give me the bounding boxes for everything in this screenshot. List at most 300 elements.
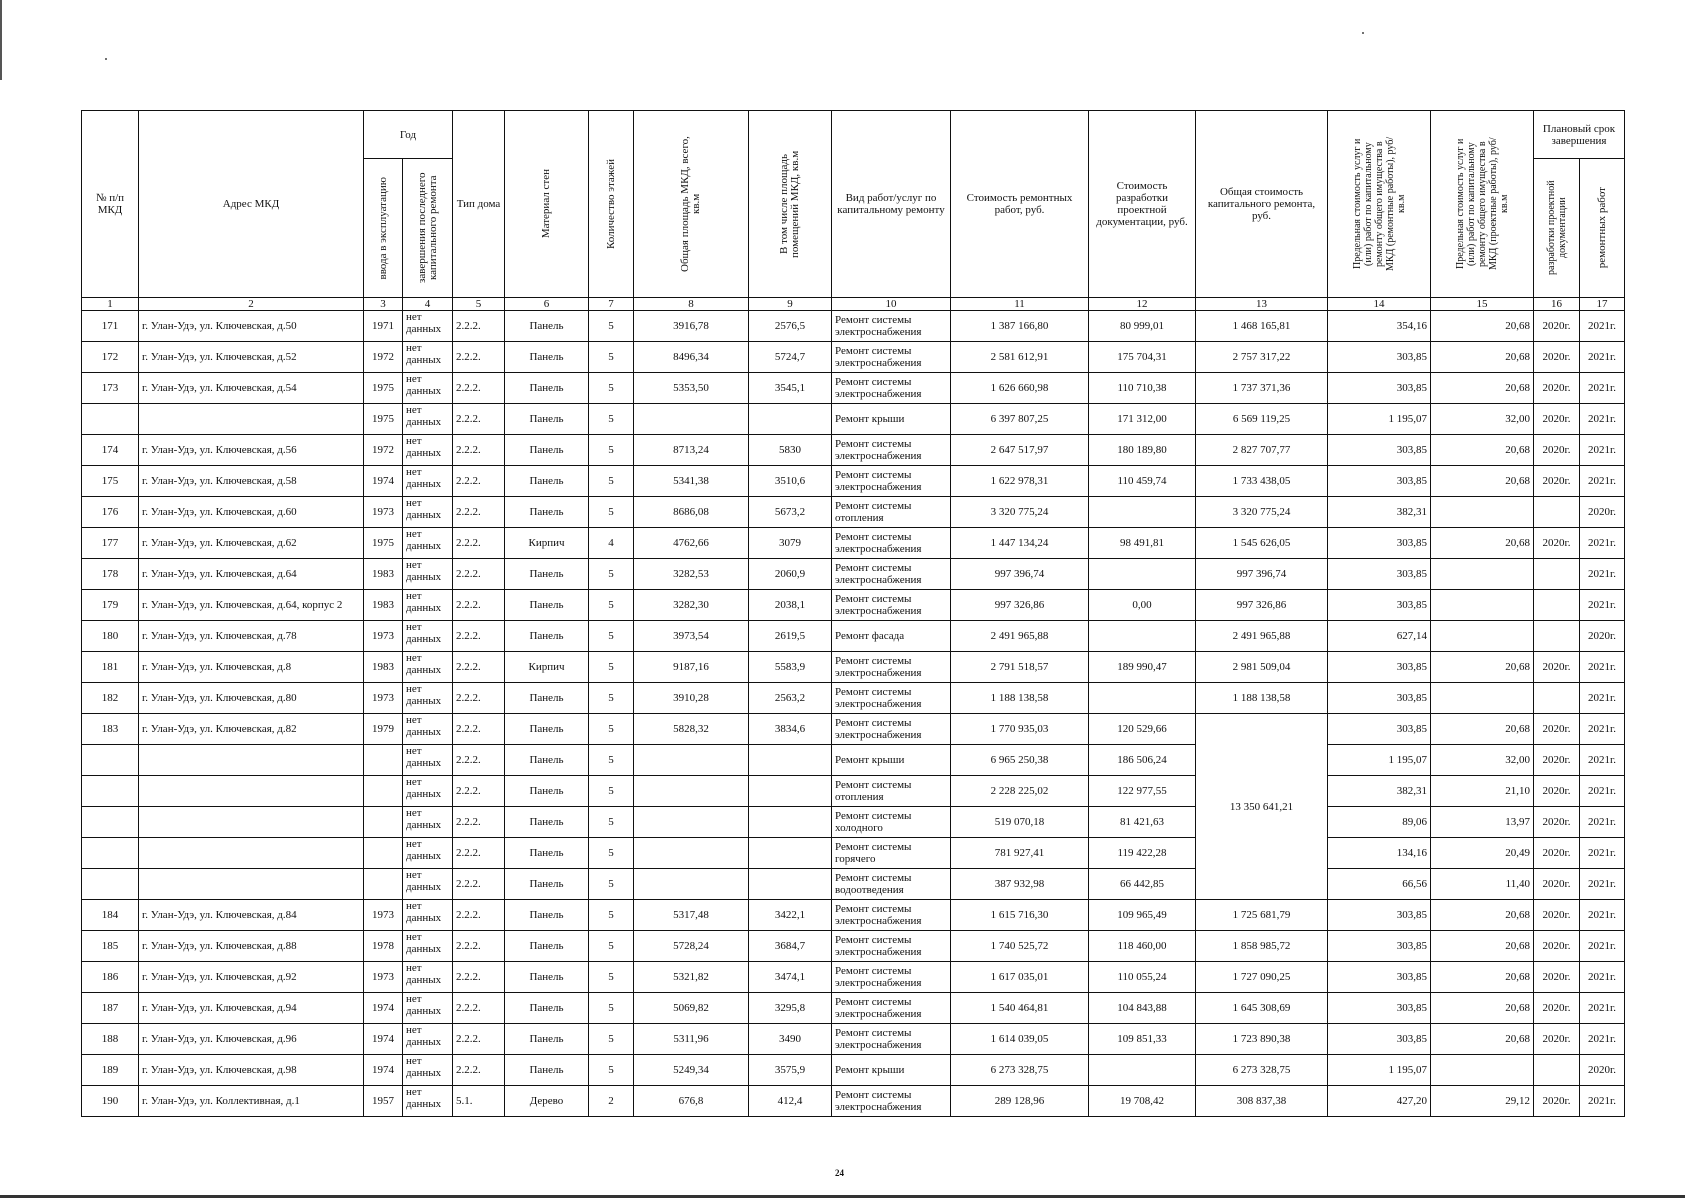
header-house-type: Тип дома: [453, 111, 505, 298]
cell-deadline-design: 2020г.: [1534, 745, 1580, 776]
cell-deadline-design: 2020г.: [1534, 962, 1580, 993]
cell-year-commission: 1974: [364, 1055, 403, 1086]
table-row: [82, 404, 1625, 435]
cell-work-type: Ремонт крыши: [832, 404, 951, 435]
cell-house-type: 2.2.2.: [453, 373, 505, 404]
cell-total-cost: 3 320 775,24: [1196, 497, 1328, 528]
cell-design-cost: 19 708,42: [1089, 1086, 1196, 1117]
cell-address: г. Улан-Удэ, ул. Ключевская, д.80: [139, 683, 364, 714]
header-floors: Количество этажей: [604, 158, 617, 250]
cell-floors: 4: [589, 528, 634, 559]
cell-address: [139, 745, 364, 776]
cell-total-cost: 1 723 890,38: [1196, 1024, 1328, 1055]
cell-total-area: 3282,30: [634, 590, 749, 621]
cell-premises-area: 412,4: [749, 1086, 832, 1117]
table-row: [82, 590, 1625, 621]
cell-house-type: 2.2.2.: [453, 1055, 505, 1086]
cell-total-area: 5341,38: [634, 466, 749, 497]
cell-deadline-repair: 2021г.: [1580, 745, 1625, 776]
cell-deadline-design: [1534, 621, 1580, 652]
cell-wall-material: Панель: [505, 404, 589, 435]
cell-row-number: 180: [82, 621, 139, 652]
cell-premises-area: 3545,1: [749, 373, 832, 404]
column-number: 16: [1534, 298, 1580, 311]
cell-limit-design: 32,00: [1431, 404, 1534, 435]
table-row: [82, 1086, 1625, 1117]
cell-total-cost: 997 326,86: [1196, 590, 1328, 621]
cell-wall-material: Панель: [505, 342, 589, 373]
scan-speck: [105, 58, 107, 60]
table-row: [82, 1055, 1625, 1086]
cell-year-commission: 1973: [364, 900, 403, 931]
cell-limit-repair: 303,85: [1328, 342, 1431, 373]
cell-year-commission: 1975: [364, 528, 403, 559]
cell-deadline-design: 2020г.: [1534, 900, 1580, 931]
cell-limit-repair: 89,06: [1328, 807, 1431, 838]
header-address: Адрес МКД: [139, 111, 364, 298]
cell-limit-design: 21,10: [1431, 776, 1534, 807]
cell-limit-design: 20,68: [1431, 528, 1534, 559]
header-year-last-repair: завершения последнего капитального ремонта: [415, 172, 439, 284]
cell-address: г. Улан-Удэ, ул. Ключевская, д.56: [139, 435, 364, 466]
cell-work-type: Ремонт системы горячего: [832, 838, 951, 869]
cell-year-commission: [364, 807, 403, 838]
cell-wall-material: Панель: [505, 311, 589, 342]
cell-repair-cost: 1 622 978,31: [951, 466, 1089, 497]
cell-year-last-repair: нет данных: [403, 714, 453, 745]
cell-deadline-repair: 2021г.: [1580, 807, 1625, 838]
cell-total-area: 5311,96: [634, 1024, 749, 1055]
cell-total-area: 4762,66: [634, 528, 749, 559]
cell-deadline-design: 2020г.: [1534, 869, 1580, 900]
cell-design-cost: 186 506,24: [1089, 745, 1196, 776]
cell-year-last-repair: нет данных: [403, 342, 453, 373]
cell-limit-design: 13,97: [1431, 807, 1534, 838]
cell-address: г. Улан-Удэ, ул. Ключевская, д.84: [139, 900, 364, 931]
cell-work-type: Ремонт системы электроснабжения: [832, 559, 951, 590]
cell-deadline-repair: 2021г.: [1580, 962, 1625, 993]
cell-floors: 5: [589, 683, 634, 714]
cell-work-type: Ремонт системы электроснабжения: [832, 466, 951, 497]
header-work-type: Вид работ/услуг по капитальному ремонту: [832, 111, 951, 298]
cell-limit-repair: 382,31: [1328, 776, 1431, 807]
header-year-commission: ввода в эксплуатацию: [376, 176, 389, 280]
cell-year-commission: 1974: [364, 1024, 403, 1055]
cell-row-number: 171: [82, 311, 139, 342]
cell-design-cost: [1089, 1055, 1196, 1086]
cell-house-type: 2.2.2.: [453, 435, 505, 466]
cell-address: [139, 776, 364, 807]
table-row: [82, 745, 1625, 776]
cell-year-commission: 1975: [364, 404, 403, 435]
cell-repair-cost: 1 447 134,24: [951, 528, 1089, 559]
cell-row-number: [82, 745, 139, 776]
column-number: 1: [82, 298, 139, 311]
cell-work-type: Ремонт системы электроснабжения: [832, 683, 951, 714]
cell-design-cost: 171 312,00: [1089, 404, 1196, 435]
cell-floors: 5: [589, 869, 634, 900]
cell-year-commission: 1983: [364, 652, 403, 683]
cell-house-type: 2.2.2.: [453, 714, 505, 745]
cell-total-cost: 997 396,74: [1196, 559, 1328, 590]
cell-total-area: 5317,48: [634, 900, 749, 931]
table-row: [82, 466, 1625, 497]
cell-wall-material: Панель: [505, 745, 589, 776]
cell-limit-repair: 354,16: [1328, 311, 1431, 342]
cell-deadline-design: [1534, 559, 1580, 590]
cell-work-type: Ремонт системы электроснабжения: [832, 311, 951, 342]
cell-design-cost: 110 459,74: [1089, 466, 1196, 497]
cell-deadline-repair: 2021г.: [1580, 404, 1625, 435]
cell-address: г. Улан-Удэ, ул. Ключевская, д.64: [139, 559, 364, 590]
cell-limit-repair: 303,85: [1328, 683, 1431, 714]
cell-row-number: 176: [82, 497, 139, 528]
cell-work-type: Ремонт крыши: [832, 1055, 951, 1086]
cell-address: г. Улан-Удэ, ул. Ключевская, д.82: [139, 714, 364, 745]
cell-year-last-repair: нет данных: [403, 652, 453, 683]
cell-premises-area: 3422,1: [749, 900, 832, 931]
cell-limit-design: 20,68: [1431, 900, 1534, 931]
cell-premises-area: 3834,6: [749, 714, 832, 745]
cell-limit-design: 32,00: [1431, 745, 1534, 776]
cell-design-cost: 175 704,31: [1089, 342, 1196, 373]
cell-repair-cost: 519 070,18: [951, 807, 1089, 838]
cell-limit-repair: 303,85: [1328, 993, 1431, 1024]
cell-repair-cost: 6 965 250,38: [951, 745, 1089, 776]
cell-address: г. Улан-Удэ, ул. Ключевская, д.96: [139, 1024, 364, 1055]
cell-address: г. Улан-Удэ, ул. Ключевская, д.58: [139, 466, 364, 497]
cell-total-area: 676,8: [634, 1086, 749, 1117]
cell-total-cost: 1 733 438,05: [1196, 466, 1328, 497]
cell-limit-design: 20,68: [1431, 373, 1534, 404]
cell-row-number: [82, 807, 139, 838]
cell-year-commission: 1979: [364, 714, 403, 745]
cell-premises-area: 2563,2: [749, 683, 832, 714]
table-row: [82, 683, 1625, 714]
cell-year-last-repair: нет данных: [403, 404, 453, 435]
cell-floors: 5: [589, 435, 634, 466]
cell-house-type: 2.2.2.: [453, 838, 505, 869]
cell-house-type: 2.2.2.: [453, 683, 505, 714]
cell-wall-material: Панель: [505, 373, 589, 404]
cell-design-cost: 0,00: [1089, 590, 1196, 621]
cell-total-area: 5353,50: [634, 373, 749, 404]
cell-total-cost: 2 827 707,77: [1196, 435, 1328, 466]
scan-edge-mark: [0, 1195, 1685, 1198]
cell-address: г. Улан-Удэ, ул. Ключевская, д.78: [139, 621, 364, 652]
cell-floors: 5: [589, 838, 634, 869]
cell-deadline-repair: 2021г.: [1580, 528, 1625, 559]
cell-repair-cost: 2 491 965,88: [951, 621, 1089, 652]
cell-work-type: Ремонт системы водоотведения: [832, 869, 951, 900]
cell-design-cost: 110 710,38: [1089, 373, 1196, 404]
cell-row-number: 177: [82, 528, 139, 559]
cell-total-cost: 13 350 641,21: [1196, 714, 1328, 900]
header-limit-design: Предельная стоимость услуг и (или) работ по капитальному ремонту общего имущества в МКД (проектные работы), руб/кв.м: [1454, 137, 1510, 271]
column-number: 14: [1328, 298, 1431, 311]
header-limit-repair: Предельная стоимость услуг и (или) работ по капитальному ремонту общего имущества в МКД (ремонтные работы), руб/кв.м: [1351, 136, 1407, 272]
cell-total-cost: 1 468 165,81: [1196, 311, 1328, 342]
cell-premises-area: [749, 869, 832, 900]
cell-repair-cost: 997 326,86: [951, 590, 1089, 621]
cell-house-type: 2.2.2.: [453, 745, 505, 776]
cell-floors: 5: [589, 714, 634, 745]
cell-house-type: 2.2.2.: [453, 404, 505, 435]
cell-row-number: [82, 838, 139, 869]
cell-wall-material: Панель: [505, 993, 589, 1024]
cell-total-area: 8496,34: [634, 342, 749, 373]
cell-repair-cost: 1 626 660,98: [951, 373, 1089, 404]
column-number: 9: [749, 298, 832, 311]
table-row: [82, 869, 1625, 900]
cell-total-area: 8713,24: [634, 435, 749, 466]
cell-design-cost: 189 990,47: [1089, 652, 1196, 683]
cell-total-area: 5321,82: [634, 962, 749, 993]
cell-limit-design: 20,68: [1431, 652, 1534, 683]
cell-total-cost: 1 737 371,36: [1196, 373, 1328, 404]
cell-total-area: 8686,08: [634, 497, 749, 528]
cell-row-number: 181: [82, 652, 139, 683]
cell-year-last-repair: нет данных: [403, 993, 453, 1024]
cell-wall-material: Панель: [505, 900, 589, 931]
cell-premises-area: 5673,2: [749, 497, 832, 528]
cell-limit-repair: 303,85: [1328, 714, 1431, 745]
header-wall-material: Материал стен: [540, 169, 552, 239]
cell-total-area: [634, 869, 749, 900]
cell-limit-design: 20,49: [1431, 838, 1534, 869]
cell-year-commission: 1974: [364, 993, 403, 1024]
column-number: 17: [1580, 298, 1625, 311]
cell-total-cost: 1 725 681,79: [1196, 900, 1328, 931]
cell-total-cost: 6 273 328,75: [1196, 1055, 1328, 1086]
cell-repair-cost: 6 397 807,25: [951, 404, 1089, 435]
cell-repair-cost: 3 320 775,24: [951, 497, 1089, 528]
cell-year-commission: 1972: [364, 342, 403, 373]
cell-premises-area: 3295,8: [749, 993, 832, 1024]
cell-total-cost: 1 645 308,69: [1196, 993, 1328, 1024]
cell-house-type: 2.2.2.: [453, 652, 505, 683]
cell-row-number: 188: [82, 1024, 139, 1055]
cell-limit-repair: 303,85: [1328, 652, 1431, 683]
cell-house-type: 2.2.2.: [453, 900, 505, 931]
table-row: [82, 776, 1625, 807]
header-year-group: Год: [364, 111, 453, 159]
cell-design-cost: [1089, 559, 1196, 590]
cell-address: [139, 869, 364, 900]
header-deadline-group: Плановый срок завершения: [1534, 111, 1625, 159]
cell-house-type: 2.2.2.: [453, 590, 505, 621]
cell-total-area: 3910,28: [634, 683, 749, 714]
cell-row-number: 174: [82, 435, 139, 466]
column-number: 3: [364, 298, 403, 311]
cell-floors: 5: [589, 776, 634, 807]
cell-deadline-repair: 2021г.: [1580, 652, 1625, 683]
cell-limit-repair: 134,16: [1328, 838, 1431, 869]
cell-deadline-design: 2020г.: [1534, 838, 1580, 869]
page-number: 24: [835, 1168, 844, 1178]
cell-limit-repair: 1 195,07: [1328, 745, 1431, 776]
cell-work-type: Ремонт системы электроснабжения: [832, 590, 951, 621]
cell-limit-repair: 66,56: [1328, 869, 1431, 900]
cell-deadline-repair: 2021г.: [1580, 559, 1625, 590]
cell-year-commission: 1978: [364, 931, 403, 962]
cell-deadline-design: 2020г.: [1534, 714, 1580, 745]
cell-house-type: 2.2.2.: [453, 342, 505, 373]
cell-floors: 5: [589, 311, 634, 342]
column-number: 11: [951, 298, 1089, 311]
cell-house-type: 2.2.2.: [453, 528, 505, 559]
cell-wall-material: Кирпич: [505, 528, 589, 559]
cell-year-last-repair: нет данных: [403, 807, 453, 838]
cell-work-type: Ремонт системы электроснабжения: [832, 714, 951, 745]
cell-work-type: Ремонт системы электроснабжения: [832, 528, 951, 559]
cell-address: [139, 807, 364, 838]
table-row: [82, 900, 1625, 931]
cell-limit-design: 20,68: [1431, 962, 1534, 993]
cell-limit-design: 20,68: [1431, 931, 1534, 962]
cell-year-commission: [364, 745, 403, 776]
cell-limit-repair: 303,85: [1328, 962, 1431, 993]
cell-total-cost: 2 757 317,22: [1196, 342, 1328, 373]
scan-speck: [1362, 32, 1364, 34]
cell-deadline-design: 2020г.: [1534, 931, 1580, 962]
header-deadline-design: разработки проектной документации: [1545, 180, 1568, 276]
cell-repair-cost: 1 617 035,01: [951, 962, 1089, 993]
cell-repair-cost: 2 581 612,91: [951, 342, 1089, 373]
column-number: 6: [505, 298, 589, 311]
cell-year-last-repair: нет данных: [403, 559, 453, 590]
cell-address: г. Улан-Удэ, ул. Ключевская, д.98: [139, 1055, 364, 1086]
cell-total-cost: 1 858 985,72: [1196, 931, 1328, 962]
cell-wall-material: Панель: [505, 621, 589, 652]
cell-floors: 5: [589, 1024, 634, 1055]
cell-year-commission: 1983: [364, 590, 403, 621]
cell-row-number: 178: [82, 559, 139, 590]
cell-year-last-repair: нет данных: [403, 311, 453, 342]
cell-premises-area: [749, 745, 832, 776]
cell-year-last-repair: нет данных: [403, 590, 453, 621]
cell-wall-material: Панель: [505, 683, 589, 714]
cell-design-cost: 98 491,81: [1089, 528, 1196, 559]
cell-house-type: 2.2.2.: [453, 621, 505, 652]
cell-year-last-repair: нет данных: [403, 466, 453, 497]
cell-floors: 5: [589, 931, 634, 962]
cell-address: г. Улан-Удэ, ул. Ключевская, д.52: [139, 342, 364, 373]
scan-edge-mark: [0, 0, 2, 80]
cell-row-number: 186: [82, 962, 139, 993]
cell-deadline-design: 2020г.: [1534, 373, 1580, 404]
table-row: [82, 962, 1625, 993]
cell-floors: 5: [589, 497, 634, 528]
cell-wall-material: Панель: [505, 931, 589, 962]
cell-address: г. Улан-Удэ, ул. Ключевская, д.60: [139, 497, 364, 528]
cell-house-type: 2.2.2.: [453, 807, 505, 838]
cell-total-area: [634, 404, 749, 435]
table-row: [82, 311, 1625, 342]
cell-deadline-repair: 2021г.: [1580, 900, 1625, 931]
cell-limit-repair: 427,20: [1328, 1086, 1431, 1117]
cell-address: г. Улан-Удэ, ул. Ключевская, д.94: [139, 993, 364, 1024]
column-number: 2: [139, 298, 364, 311]
capital-repair-table: [81, 110, 1625, 1117]
column-number-row: [82, 298, 1625, 311]
cell-row-number: 179: [82, 590, 139, 621]
cell-wall-material: Панель: [505, 869, 589, 900]
cell-deadline-repair: 2021г.: [1580, 869, 1625, 900]
cell-design-cost: [1089, 683, 1196, 714]
cell-deadline-repair: 2021г.: [1580, 342, 1625, 373]
cell-wall-material: Панель: [505, 590, 589, 621]
table-body: [82, 311, 1625, 1117]
cell-year-commission: 1972: [364, 435, 403, 466]
cell-limit-repair: 303,85: [1328, 528, 1431, 559]
cell-limit-design: 20,68: [1431, 435, 1534, 466]
column-number: 8: [634, 298, 749, 311]
column-number: 5: [453, 298, 505, 311]
table-row: [82, 807, 1625, 838]
column-number: 10: [832, 298, 951, 311]
cell-floors: 5: [589, 993, 634, 1024]
table-row: [82, 652, 1625, 683]
table-row: [82, 1024, 1625, 1055]
cell-year-last-repair: нет данных: [403, 745, 453, 776]
cell-design-cost: 81 421,63: [1089, 807, 1196, 838]
cell-work-type: Ремонт системы холодного: [832, 807, 951, 838]
cell-wall-material: Дерево: [505, 1086, 589, 1117]
cell-address: [139, 404, 364, 435]
cell-limit-repair: 382,31: [1328, 497, 1431, 528]
cell-year-last-repair: нет данных: [403, 1055, 453, 1086]
cell-year-last-repair: нет данных: [403, 962, 453, 993]
cell-total-area: 5069,82: [634, 993, 749, 1024]
cell-limit-design: [1431, 590, 1534, 621]
cell-address: г. Улан-Удэ, ул. Ключевская, д.64, корпус 2: [139, 590, 364, 621]
cell-design-cost: 104 843,88: [1089, 993, 1196, 1024]
column-number: 13: [1196, 298, 1328, 311]
cell-repair-cost: 781 927,41: [951, 838, 1089, 869]
table-row: [82, 559, 1625, 590]
cell-row-number: 187: [82, 993, 139, 1024]
cell-deadline-repair: 2021г.: [1580, 993, 1625, 1024]
cell-limit-design: 11,40: [1431, 869, 1534, 900]
cell-limit-repair: 303,85: [1328, 900, 1431, 931]
cell-year-commission: [364, 869, 403, 900]
cell-total-cost: 1 727 090,25: [1196, 962, 1328, 993]
cell-year-last-repair: нет данных: [403, 869, 453, 900]
cell-premises-area: 3684,7: [749, 931, 832, 962]
cell-work-type: Ремонт системы отопления: [832, 497, 951, 528]
cell-year-commission: [364, 838, 403, 869]
cell-limit-repair: 1 195,07: [1328, 1055, 1431, 1086]
cell-total-area: 3282,53: [634, 559, 749, 590]
cell-total-cost: 1 545 626,05: [1196, 528, 1328, 559]
cell-year-last-repair: нет данных: [403, 497, 453, 528]
cell-limit-design: 20,68: [1431, 993, 1534, 1024]
cell-year-last-repair: нет данных: [403, 683, 453, 714]
cell-wall-material: Панель: [505, 466, 589, 497]
cell-repair-cost: 2 228 225,02: [951, 776, 1089, 807]
cell-limit-repair: 303,85: [1328, 590, 1431, 621]
cell-repair-cost: 289 128,96: [951, 1086, 1089, 1117]
cell-house-type: 2.2.2.: [453, 869, 505, 900]
cell-work-type: Ремонт крыши: [832, 745, 951, 776]
cell-premises-area: 2038,1: [749, 590, 832, 621]
cell-limit-design: [1431, 559, 1534, 590]
cell-year-last-repair: нет данных: [403, 435, 453, 466]
cell-deadline-repair: 2021г.: [1580, 435, 1625, 466]
cell-row-number: 175: [82, 466, 139, 497]
cell-address: г. Улан-Удэ, ул. Коллективная, д.1: [139, 1086, 364, 1117]
